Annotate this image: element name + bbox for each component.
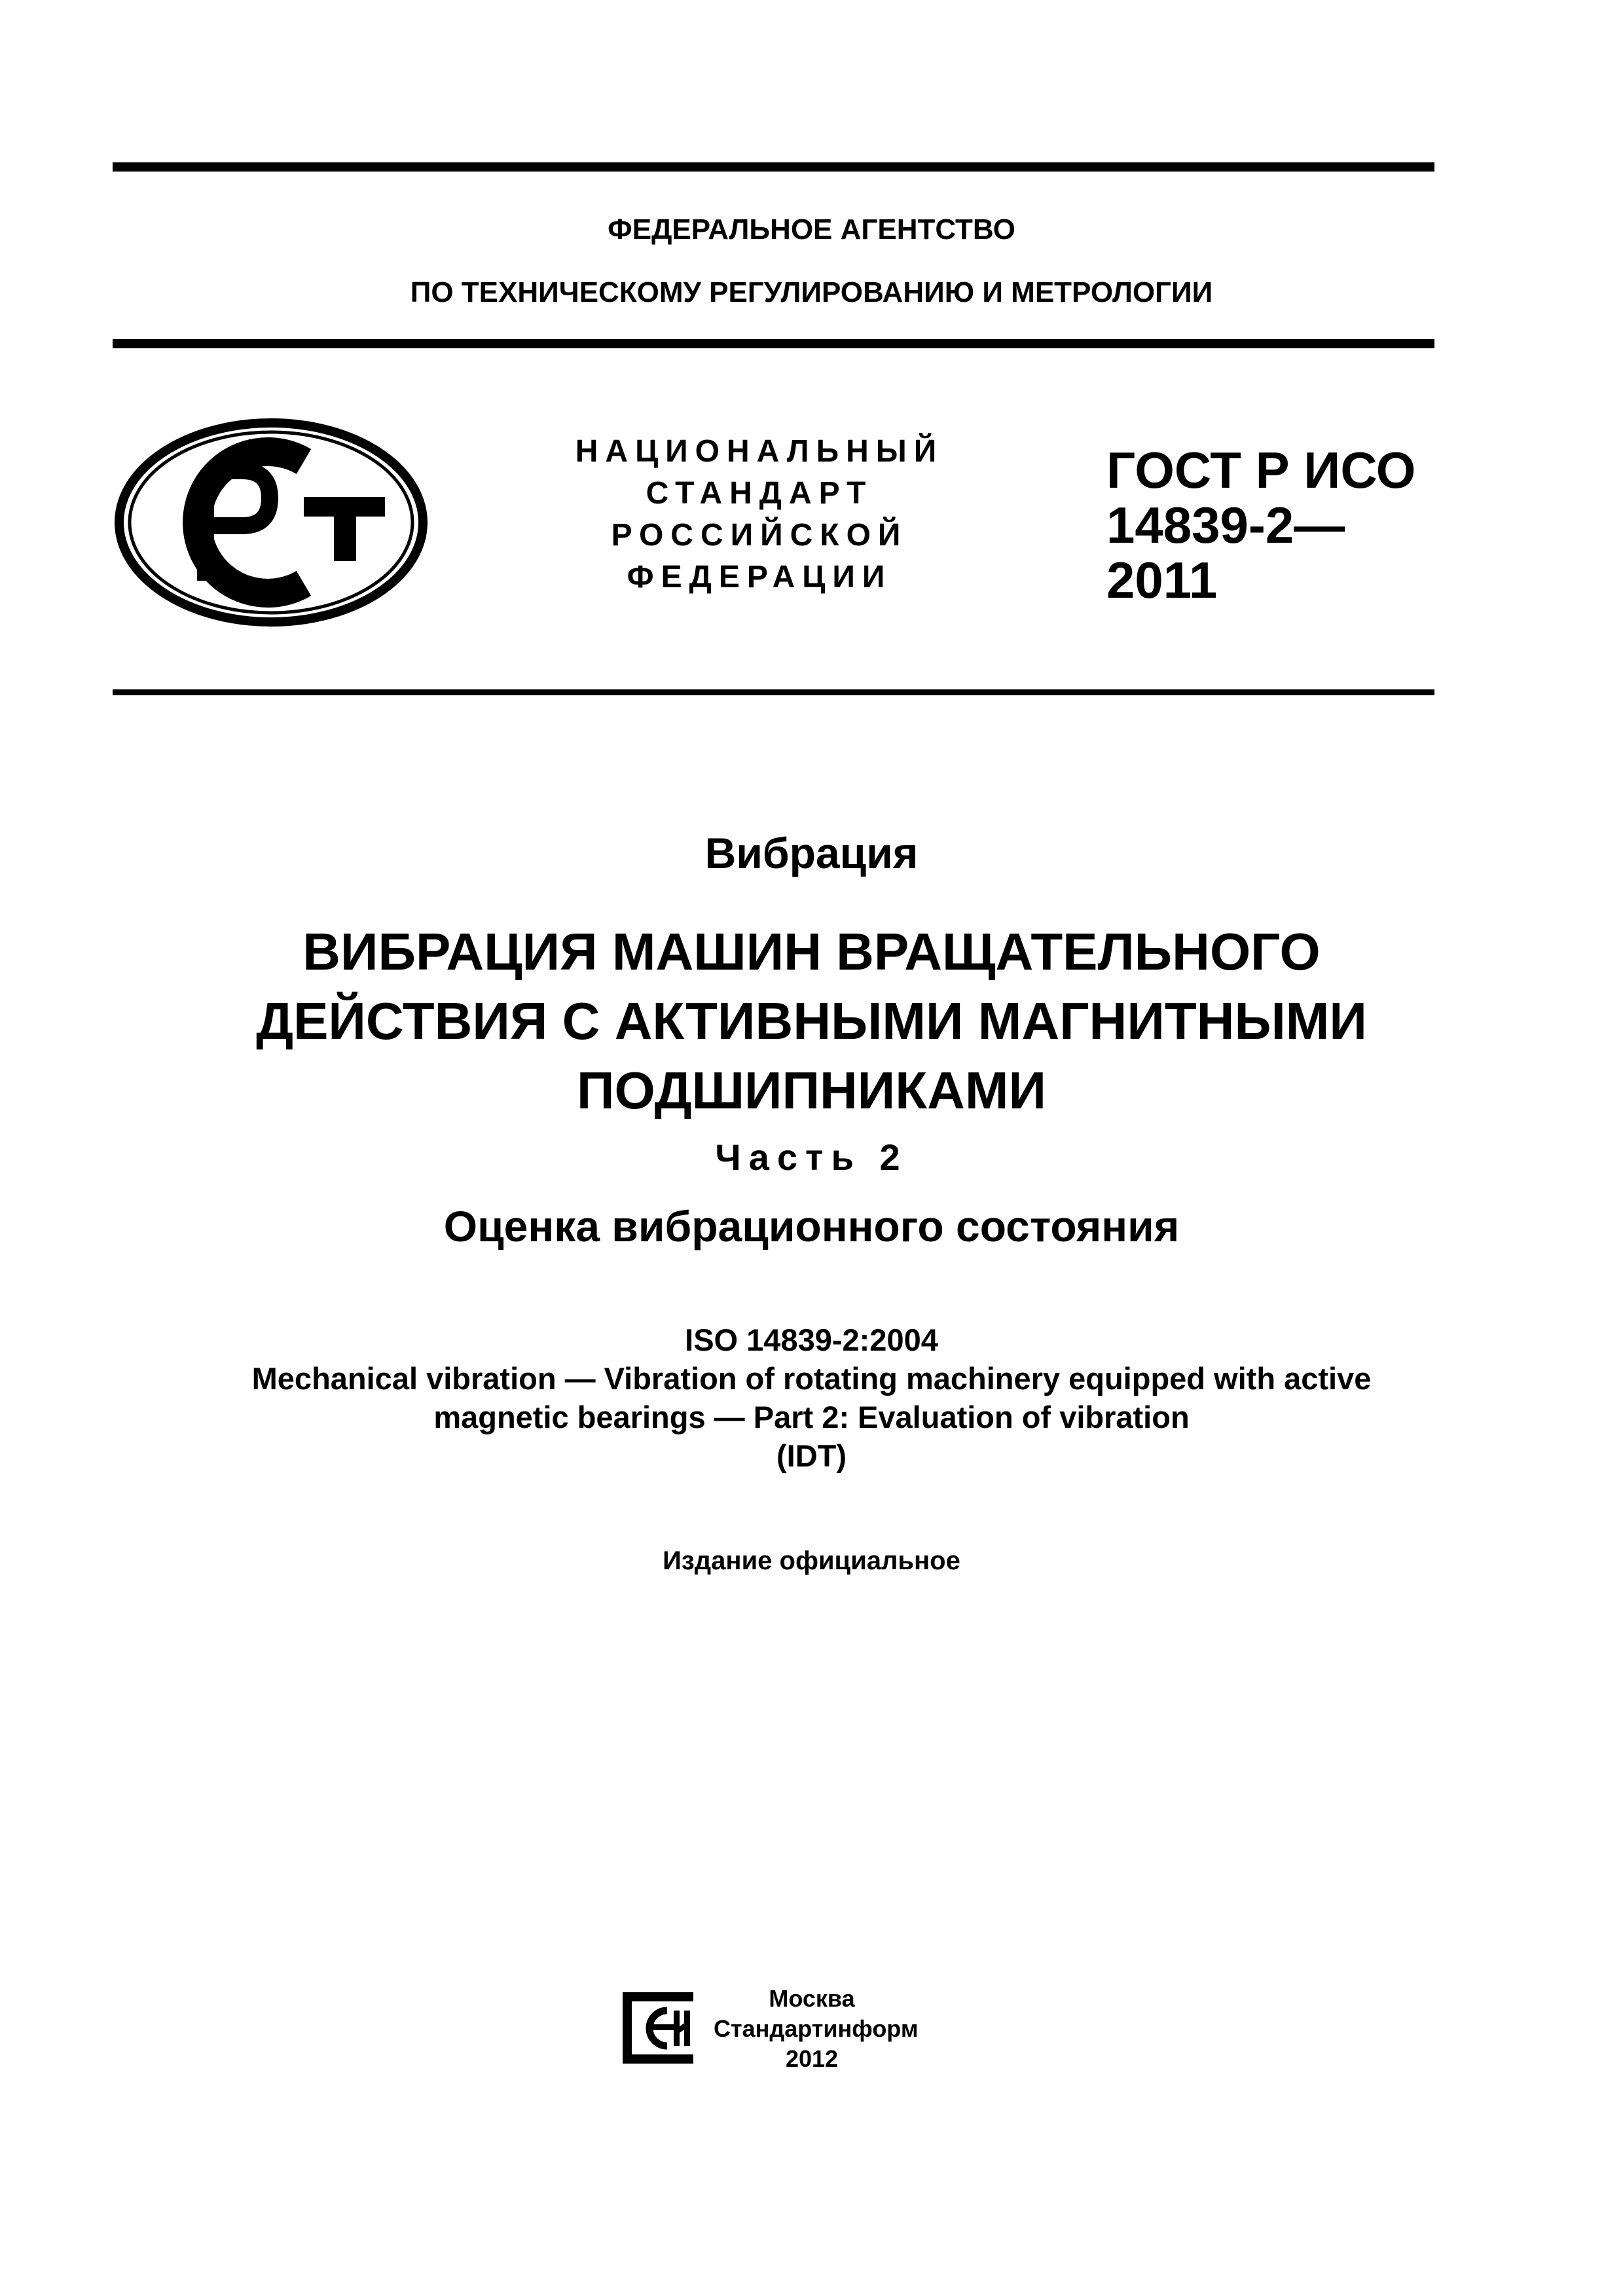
publication-year: 2012 (785, 2045, 839, 2072)
national-standard-line2: СТАНДАРТ (646, 476, 873, 511)
main-title-line3: ПОДШИПНИКАМИ (576, 1061, 1047, 1120)
national-standard-line1: НАЦИОНАЛЬНЫЙ (575, 434, 944, 469)
main-title-line2: ДЕЙСТВИЯ С АКТИВНЫМИ МАГНИТНЫМИ (256, 992, 1367, 1050)
designation-line2: 14839-2— (1106, 496, 1345, 554)
designation-line3: 2011 (1106, 551, 1218, 609)
designation-line1: ГОСТ Р ИСО (1106, 441, 1416, 499)
iso-number: ISO 14839-2:2004 (685, 1322, 938, 1357)
iso-title-line1: Mechanical vibration — Vibration of rotating machinery equipped with active (251, 1361, 1372, 1396)
agency-name-line1: ФЕДЕРАЛЬНОЕ АГЕНТСТВО (608, 213, 1015, 246)
standard-designation (1106, 443, 1473, 608)
national-standard-line3: РОССИЙСКОЙ (611, 518, 908, 553)
standartinform-logo (612, 1987, 704, 2069)
iso-equivalence: (IDT) (776, 1438, 847, 1473)
national-standard-line4: ФЕДЕРАЦИИ (627, 560, 892, 594)
top-rule (113, 162, 1434, 172)
main-title-line1: ВИБРАЦИЯ МАШИН ВРАЩАТЕЛЬНОГО (302, 922, 1321, 981)
national-standard-label (537, 431, 982, 598)
part-number: Часть 2 (715, 1137, 908, 1178)
masthead-bottom-rule (113, 689, 1434, 695)
publisher-city: Москва (769, 1985, 855, 2012)
header-rule (113, 339, 1434, 348)
publisher-name: Стандартинформ (714, 2015, 919, 2042)
rst-gost-logo (113, 417, 430, 628)
publisher-imprint (714, 1984, 919, 2074)
agency-name-line2: ПО ТЕХНИЧЕСКОМУ РЕГУЛИРОВАНИЮ И МЕТРОЛОГИИ (410, 276, 1213, 308)
part-title: Оценка вибрационного состояния (443, 1202, 1180, 1250)
subject-title: Вибрация (704, 829, 919, 877)
edition-label: Издание официальное (663, 1546, 960, 1575)
iso-title-line2: magnetic bearings — Part 2: Evaluation of vibration (433, 1400, 1190, 1434)
